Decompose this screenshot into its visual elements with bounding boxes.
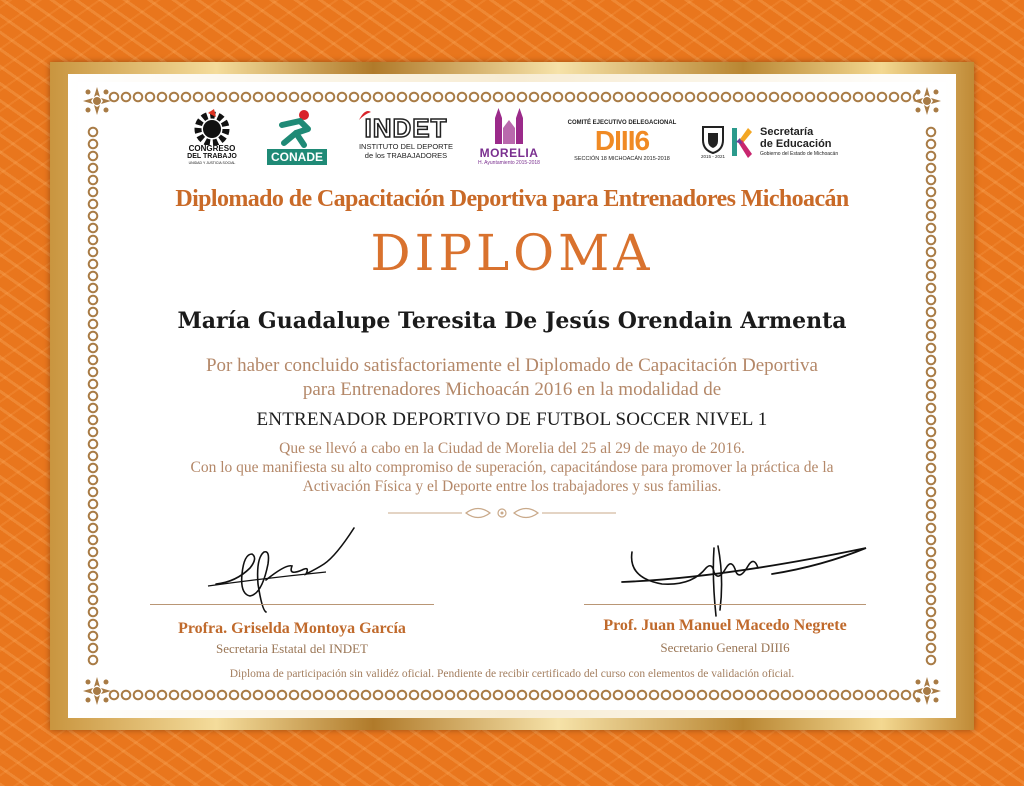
signature-right-icon bbox=[602, 538, 868, 620]
detail-line-2: Con lo que manifiesta su alto compromiso de superación, capacitándose para promover la práctica de la bbox=[190, 459, 834, 476]
recipient-name: María Guadalupe Teresita De Jesús Orendain Armenta bbox=[177, 308, 847, 334]
gobierno-years: 2015 - 2021 bbox=[700, 154, 726, 159]
congreso-line3: UNIDAD Y JUSTICIA SOCIAL bbox=[188, 160, 236, 165]
signature-line-right bbox=[584, 604, 866, 605]
signature-left-icon bbox=[206, 524, 362, 616]
corner-ornament-icon bbox=[82, 86, 112, 116]
diii6-top: COMITÉ EJECUTIVO DELEGACIONAL bbox=[567, 120, 677, 126]
signer-role-right: Secretario General DIII6 bbox=[660, 640, 790, 655]
diploma-heading: DIPLOMA bbox=[370, 224, 654, 282]
coat-of-arms-icon bbox=[701, 124, 725, 154]
morelia-sub: H. Ayuntamiento 2015-2018 bbox=[478, 159, 540, 166]
diii6-sub: SECCIÓN 18 MICHOACÁN 2015-2018 bbox=[574, 156, 670, 162]
detail-line-1: Que se llevó a cabo en la Ciudad de Morelia del 25 al 29 de mayo de 2016. bbox=[279, 440, 745, 457]
secretaria-logo bbox=[730, 120, 850, 164]
secretaria-line3: Gobierno del Estado de Michoacán bbox=[760, 151, 839, 157]
indet-label: INDET bbox=[364, 113, 448, 143]
indet-logo bbox=[354, 108, 458, 166]
signer-role-left: Secretaria Estatal del INDET bbox=[216, 641, 368, 656]
signer-name-right: Prof. Juan Manuel Macedo Negrete bbox=[603, 617, 847, 634]
chain-top bbox=[108, 90, 916, 104]
gear-icon bbox=[190, 109, 234, 145]
corner-ornament-icon bbox=[82, 676, 112, 706]
congreso-logo bbox=[184, 104, 240, 170]
specialty: ENTRENADOR DEPORTIVO DE FUTBOL SOCCER NIVEL 1 bbox=[256, 409, 768, 430]
gobierno-logo bbox=[698, 116, 728, 168]
congreso-line1: CONGRESO bbox=[188, 143, 236, 153]
secretaria-line2: de Educación bbox=[760, 138, 832, 150]
diii6-label: DIII6 bbox=[594, 125, 650, 156]
description-line-2: para Entrenadores Michoacán 2016 en la modalidad de bbox=[302, 379, 722, 400]
program-title: Diplomado de Capacitación Deportiva para Entrenadores Michoacán bbox=[175, 186, 849, 212]
ornament-divider-icon bbox=[388, 504, 616, 522]
runner-icon bbox=[274, 109, 320, 149]
morelia-label: MORELIA bbox=[479, 145, 539, 160]
conade-label: CONADE bbox=[267, 149, 327, 165]
chain-bottom bbox=[108, 688, 916, 702]
indet-sub1: INSTITUTO DEL DEPORTE bbox=[358, 142, 454, 151]
conade-logo bbox=[264, 106, 330, 168]
description-line-1: Por haber concluido satisfactoriamente el Diplomado de Capacitación Deportiva bbox=[205, 355, 818, 376]
signer-name-left: Profra. Griselda Montoya García bbox=[178, 620, 406, 637]
footnote: Diploma de participación sin validéz oficial. Pendiente de recibir certificado del curso con elementos de validación oficial. bbox=[229, 668, 795, 680]
swoosh-icon bbox=[358, 110, 372, 122]
signature-line-left bbox=[150, 604, 434, 605]
detail-line-3: Activación Física y el Deporte entre los trabajadores y sus familias. bbox=[302, 478, 722, 495]
secretaria-line1: Secretaría bbox=[760, 126, 814, 138]
congreso-line2: DEL TRABAJO bbox=[187, 152, 237, 160]
morelia-logo bbox=[474, 104, 544, 170]
corner-ornament-icon bbox=[912, 676, 942, 706]
cathedral-icon bbox=[489, 108, 529, 146]
indet-sub2: de los TRABAJADORES bbox=[364, 151, 448, 160]
corner-ornament-icon bbox=[912, 86, 942, 116]
k-shape-icon bbox=[730, 124, 752, 160]
diii6-logo bbox=[566, 116, 678, 166]
